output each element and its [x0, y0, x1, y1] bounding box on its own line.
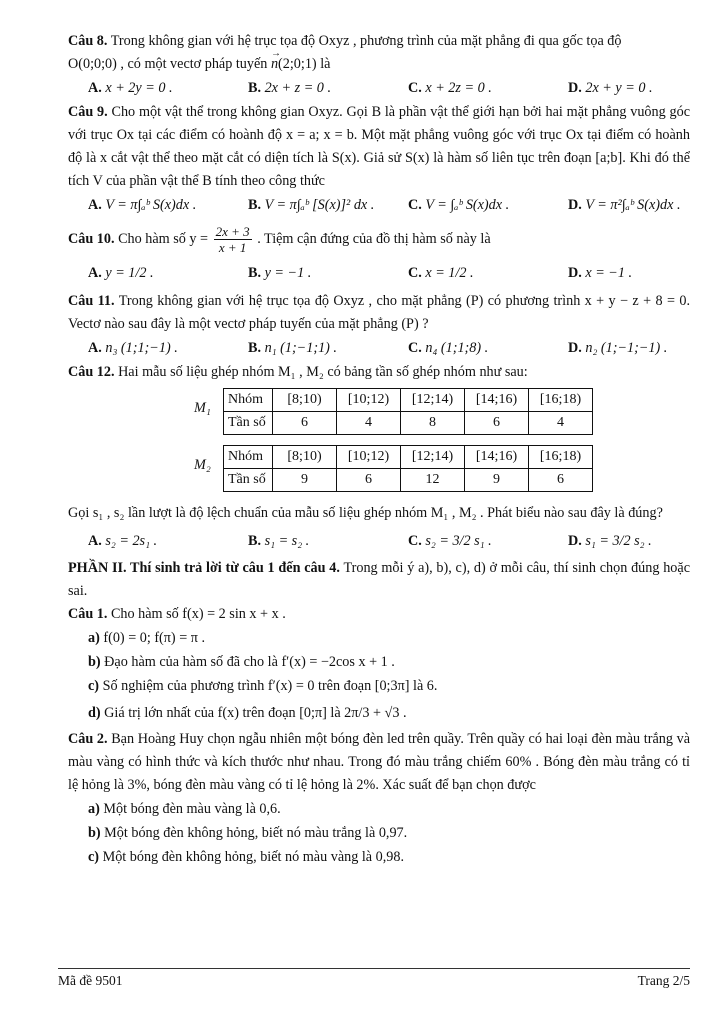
options-8	[68, 76, 690, 101]
option-b: B. 2x + z = 0 .	[248, 80, 331, 96]
question-text: Trong không gian với hệ trục tọa độ Oxyz , cho mặt phẳng (P) có phương trình x + y − z + 8 = 0. Vectơ nào sau đây là một vectơ pháp tuyến của mặt phẳng (P) ?	[68, 293, 690, 332]
fraction: $\frac{2x + 3}{x + 1}$	[215, 224, 250, 256]
exam-code: Mã đề 9501	[58, 973, 123, 988]
list-item: a) f(0) = 0; f(π) = π .	[88, 630, 206, 646]
question-label: Câu 1.	[68, 606, 108, 622]
table-row: Nhóm [8;10) [10;12) [12;14) [14;16) [16;18)	[224, 389, 593, 412]
question-12-text2: Gọi s₁ , s₂ lần lượt là độ lệch chuẩn của mẫu số liệu ghép nhóm M₁ , M₂ . Phát biểu nào sau đây là đúng?	[68, 505, 663, 521]
list-item: d) Giá trị lớn nhất của f(x) trên đoạn [0;π] là 2π/3 + √3 .	[88, 705, 407, 721]
list-item: a) Một bóng đèn màu vàng là 0,6.	[88, 801, 281, 817]
options-12	[68, 525, 690, 557]
exam-page	[68, 30, 690, 869]
question-12	[68, 361, 690, 384]
question-text: Trong không gian với hệ trục tọa độ Oxyz , phương trình của mặt phẳng đi qua gốc tọa độ	[110, 33, 622, 49]
question-label: Câu 8.	[68, 33, 108, 49]
list-item: c) Số nghiệm của phương trình f′(x) = 0 trên đoạn [0;3π] là 6.	[88, 678, 438, 694]
option-a: A. n₃ (1;1;−1) .	[88, 340, 178, 356]
option-c: C. x = 1/2 .	[408, 265, 474, 281]
question-11	[68, 290, 690, 336]
options-9	[68, 193, 690, 218]
question-text: (2;0;1) là	[278, 56, 331, 72]
table-label-m2: M₂	[194, 457, 211, 473]
table-row: Tần số 6 4 8 6 4	[224, 412, 593, 435]
question-label: Câu 10.	[68, 231, 115, 247]
question-text: Cho một vật thể trong không gian Oxyz. Gọi B là phần vật thể giới hạn bởi hai mặt phẳng vuông góc với trục Ox tại các điểm có hoành độ x = a; x = b. Một mặt phẳng vuông góc với trục Ox tại điểm có hoành độ là x cắt vật thể theo mặt cắt có diện tích là S(x). Giả sử S(x) là hàm số liên tục trên đoạn [a;b]. Khi đó thể tích V của phần vật thể B tính theo công thức	[68, 104, 691, 189]
option-d: D. s₁ = 3/2 s₂ .	[568, 533, 652, 549]
frequency-table-m2	[223, 445, 593, 492]
table-m1-wrap	[68, 388, 690, 435]
question-text: O(0;0;0) , có một vectơ pháp tuyến	[68, 56, 271, 72]
options-11	[68, 336, 690, 361]
option-c: C. n₄ (1;1;8) .	[408, 340, 489, 356]
table-label-m1: M₁	[194, 400, 211, 416]
table-m2-wrap	[68, 445, 690, 492]
option-b: B. n₁ (1;−1;1) .	[248, 340, 337, 356]
question-text: Hai mẫu số liệu ghép nhóm M₁ , M₂ có bảng tần số ghép nhóm như sau:	[118, 364, 528, 380]
options-10	[68, 256, 690, 290]
list-item: c) Một bóng đèn không hỏng, biết nó màu vàng là 0,98.	[88, 849, 405, 865]
question-label: Câu 9.	[68, 104, 108, 120]
table-row: Nhóm [8;10) [10;12) [12;14) [14;16) [16;18)	[224, 446, 593, 469]
vector-n: → n	[271, 53, 278, 76]
list-item: b) Đạo hàm của hàm số đã cho là f′(x) = −2cos x + 1 .	[88, 654, 395, 670]
option-d: D. 2x + y = 0 .	[568, 80, 653, 96]
part2-question-1: Câu 1. Cho hàm số f(x) = 2 sin x + x .	[68, 606, 286, 622]
frequency-table-m1	[223, 388, 593, 435]
part-2-intro: PHẦN II. Thí sinh trả lời từ câu 1 đến câu 4. Trong mỗi ý a), b), c), d) ở mỗi câu, thí sinh chọn đúng hoặc sai.	[68, 560, 690, 599]
option-c: C. x + 2z = 0 .	[408, 80, 492, 96]
question-label: Câu 11.	[68, 293, 115, 309]
question-8	[68, 30, 690, 76]
option-b: B. V = π∫ₐᵇ [S(x)]² dx .	[248, 197, 375, 213]
option-b: B. s₁ = s₂ .	[248, 533, 310, 549]
question-label: Câu 12.	[68, 364, 115, 380]
question-9	[68, 101, 690, 193]
list-item: b) Một bóng đèn không hỏng, biết nó màu trắng là 0,97.	[88, 825, 408, 841]
option-a: A. s₂ = 2s₁ .	[88, 533, 158, 549]
page-number: Trang 2/5	[637, 973, 690, 988]
option-d: D. V = π²∫ₐᵇ S(x)dx .	[568, 197, 681, 213]
option-a: A. x + 2y = 0 .	[88, 80, 173, 96]
table-row: Tần số 9 6 12 9 6	[224, 469, 593, 492]
option-b: B. y = −1 .	[248, 265, 312, 281]
question-10: Câu 10. Cho hàm số y = $\frac{2x + 3}{x + 1}$ . Tiệm cận đứng của đồ thị hàm số này là	[68, 224, 491, 256]
part2-question-2: Câu 2. Bạn Hoàng Huy chọn ngẫu nhiên một bóng đèn led trên quầy. Trên quầy có hai loại đèn màu trắng và màu vàng có hình thức và kích thước như nhau. Trong đó màu trắng chiếm 60% . Bóng đèn màu trắng có tỉ lệ hỏng là 3%, bóng đèn màu vàng có tỉ lệ hỏng là 2%. Xác suất để bạn chọn được	[68, 731, 690, 793]
option-c: C. V = ∫ₐᵇ S(x)dx .	[408, 197, 510, 213]
option-d: D. x = −1 .	[568, 265, 633, 281]
option-a: A. V = π∫ₐᵇ S(x)dx .	[88, 197, 197, 213]
option-c: C. s₂ = 3/2 s₁ .	[408, 533, 492, 549]
option-d: D. n₂ (1;−1;−1) .	[568, 340, 668, 356]
page-footer	[58, 968, 690, 989]
question-label: Câu 2.	[68, 731, 108, 747]
section-heading: PHẦN II. Thí sinh trả lời từ câu 1 đến câu 4.	[68, 560, 340, 576]
option-a: A. y = 1/2 .	[88, 265, 154, 281]
